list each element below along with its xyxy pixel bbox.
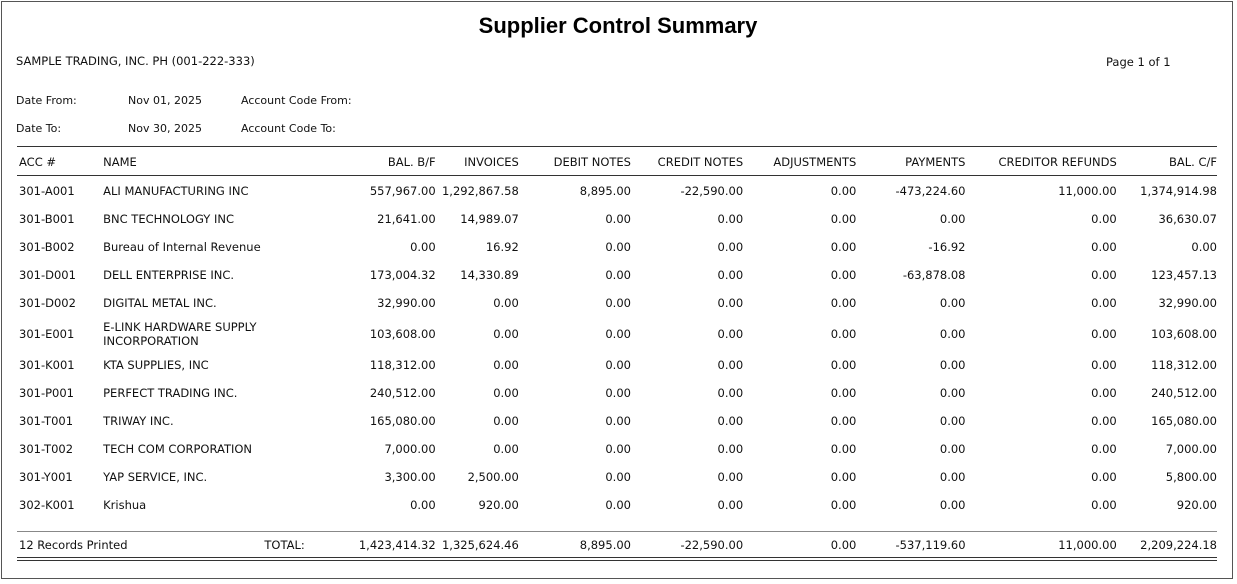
cell-adjustments: 0.00 [830, 327, 857, 341]
cell-debit-notes: 0.00 [605, 470, 631, 484]
cell-bal-bf: 21,641.00 [377, 212, 436, 226]
column-header-payments: PAYMENTS [905, 155, 966, 169]
cell-payments: 0.00 [939, 327, 966, 341]
cell-payments: 0.00 [939, 442, 966, 456]
cell-bal-bf: 165,080.00 [369, 414, 436, 428]
cell-name: PERFECT TRADING INC. [103, 386, 238, 400]
cell-invoices: 0.00 [493, 358, 519, 372]
totals-double-rule-top [17, 557, 1217, 558]
cell-invoices: 14,989.07 [460, 212, 519, 226]
cell-creditor-refunds: 0.00 [1091, 240, 1117, 254]
cell-name: DELL ENTERPRISE INC. [103, 268, 235, 282]
account-code-from-label: Account Code From: [241, 94, 352, 107]
cell-acc: 301-D001 [19, 268, 76, 282]
cell-adjustments: 0.00 [830, 442, 857, 456]
cell-bal-cf: 36,630.07 [1158, 212, 1217, 226]
cell-bal-bf: 557,967.00 [369, 184, 436, 198]
cell-credit-notes: 0.00 [717, 386, 744, 400]
column-header-debit-notes: DEBIT NOTES [553, 155, 631, 169]
cell-payments: 0.00 [939, 386, 966, 400]
cell-name: ALI MANUFACTURING INC [103, 184, 249, 198]
column-header-row [17, 151, 1219, 173]
cell-acc: 301-T001 [19, 414, 74, 428]
totals-row [17, 534, 1219, 556]
cell-bal-cf: 7,000.00 [1165, 442, 1217, 456]
cell-bal-cf: 5,800.00 [1165, 470, 1217, 484]
cell-creditor-refunds: 0.00 [1091, 386, 1117, 400]
cell-invoices: 0.00 [493, 442, 519, 456]
header-bottom-rule [17, 175, 1217, 176]
cell-credit-notes: 0.00 [717, 358, 744, 372]
cell-adjustments: 0.00 [830, 470, 857, 484]
report-page [1, 1, 1233, 579]
cell-debit-notes: 8,895.00 [579, 184, 631, 198]
column-header-credit-notes: CREDIT NOTES [657, 155, 744, 169]
cell-adjustments: 0.00 [830, 386, 857, 400]
total-credit-notes: -22,590.00 [680, 538, 744, 552]
column-header-adjustments: ADJUSTMENTS [773, 155, 857, 169]
table-row [17, 491, 1219, 519]
cell-invoices: 0.00 [493, 414, 519, 428]
cell-payments: -473,224.60 [895, 184, 966, 198]
cell-creditor-refunds: 0.00 [1091, 358, 1117, 372]
cell-credit-notes: 0.00 [717, 240, 744, 254]
cell-debit-notes: 0.00 [605, 327, 631, 341]
cell-adjustments: 0.00 [830, 296, 857, 310]
cell-invoices: 920.00 [478, 498, 519, 512]
total-adjustments: 0.00 [830, 538, 857, 552]
cell-credit-notes: -22,590.00 [680, 184, 744, 198]
cell-debit-notes: 0.00 [605, 386, 631, 400]
cell-adjustments: 0.00 [830, 358, 857, 372]
cell-debit-notes: 0.00 [605, 442, 631, 456]
records-printed: 12 Records Printed [19, 538, 128, 552]
total-bal-cf: 2,209,224.18 [1140, 538, 1217, 552]
cell-debit-notes: 0.00 [605, 414, 631, 428]
column-header-name: NAME [103, 155, 137, 169]
cell-bal-bf: 0.00 [410, 498, 436, 512]
column-header-invoices: INVOICES [464, 155, 519, 169]
date-to-label: Date To: [16, 122, 62, 135]
cell-name: YAP SERVICE, INC. [103, 470, 208, 484]
cell-invoices: 0.00 [493, 386, 519, 400]
cell-creditor-refunds: 0.00 [1091, 327, 1117, 341]
cell-adjustments: 0.00 [830, 498, 857, 512]
total-bal-bf: 1,423,414.32 [358, 538, 436, 552]
table-row [17, 317, 1219, 351]
cell-debit-notes: 0.00 [605, 268, 631, 282]
cell-adjustments: 0.00 [830, 212, 857, 226]
total-debit-notes: 8,895.00 [579, 538, 631, 552]
cell-creditor-refunds: 0.00 [1091, 268, 1117, 282]
cell-invoices: 2,500.00 [467, 470, 519, 484]
cell-bal-cf: 103,608.00 [1151, 327, 1217, 341]
cell-bal-bf: 32,990.00 [377, 296, 436, 310]
column-header-bal-bf: BAL. B/F [387, 155, 436, 169]
cell-creditor-refunds: 11,000.00 [1058, 184, 1117, 198]
cell-creditor-refunds: 0.00 [1091, 414, 1117, 428]
company-name: SAMPLE TRADING, INC. PH (001-222-333) [16, 54, 255, 68]
cell-payments: -63,878.08 [902, 268, 966, 282]
cell-acc: 301-E001 [19, 327, 75, 341]
table-row [17, 177, 1219, 205]
cell-creditor-refunds: 0.00 [1091, 212, 1117, 226]
cell-acc: 301-K001 [19, 358, 75, 372]
cell-name: TRIWAY INC. [103, 414, 174, 428]
table-row [17, 205, 1219, 233]
cell-invoices: 14,330.89 [460, 268, 519, 282]
cell-invoices: 1,292,867.58 [441, 184, 519, 198]
cell-bal-cf: 240,512.00 [1151, 386, 1217, 400]
table-row [17, 407, 1219, 435]
cell-acc: 302-K001 [19, 498, 75, 512]
cell-credit-notes: 0.00 [717, 498, 744, 512]
cell-payments: 0.00 [939, 212, 966, 226]
cell-name: KTA SUPPLIES, INC [103, 358, 209, 372]
cell-creditor-refunds: 0.00 [1091, 470, 1117, 484]
cell-adjustments: 0.00 [830, 184, 857, 198]
cell-payments: 0.00 [939, 414, 966, 428]
date-from-label: Date From: [16, 94, 77, 107]
cell-credit-notes: 0.00 [717, 414, 744, 428]
cell-name: E-LINK HARDWARE SUPPLY INCORPORATION [103, 320, 257, 348]
cell-payments: 0.00 [939, 296, 966, 310]
cell-debit-notes: 0.00 [605, 358, 631, 372]
cell-acc: 301-D002 [19, 296, 76, 310]
cell-creditor-refunds: 0.00 [1091, 296, 1117, 310]
cell-bal-cf: 0.00 [1191, 240, 1217, 254]
cell-creditor-refunds: 0.00 [1091, 498, 1117, 512]
column-header-bal-cf: BAL. C/F [1169, 155, 1217, 169]
cell-bal-bf: 173,004.32 [369, 268, 436, 282]
totals-top-rule [17, 531, 1217, 532]
supplier-table [17, 177, 1219, 519]
cell-invoices: 0.00 [493, 327, 519, 341]
table-row [17, 289, 1219, 317]
cell-bal-cf: 920.00 [1176, 498, 1217, 512]
cell-debit-notes: 0.00 [605, 240, 631, 254]
cell-adjustments: 0.00 [830, 268, 857, 282]
cell-bal-bf: 0.00 [410, 240, 436, 254]
total-invoices: 1,325,624.46 [441, 538, 519, 552]
cell-bal-cf: 32,990.00 [1158, 296, 1217, 310]
cell-debit-notes: 0.00 [605, 212, 631, 226]
cell-credit-notes: 0.00 [717, 212, 744, 226]
cell-bal-bf: 118,312.00 [369, 358, 436, 372]
cell-acc: 301-Y001 [19, 470, 73, 484]
table-row [17, 233, 1219, 261]
cell-bal-bf: 3,300.00 [384, 470, 436, 484]
report-title: Supplier Control Summary [478, 13, 758, 38]
cell-acc: 301-P001 [19, 386, 74, 400]
cell-bal-bf: 103,608.00 [369, 327, 436, 341]
cell-credit-notes: 0.00 [717, 268, 744, 282]
cell-name: Bureau of Internal Revenue [103, 240, 261, 254]
table-row [17, 463, 1219, 491]
cell-name: BNC TECHNOLOGY INC [103, 212, 235, 226]
total-label: TOTAL: [264, 538, 305, 552]
cell-credit-notes: 0.00 [717, 442, 744, 456]
cell-bal-bf: 7,000.00 [384, 442, 436, 456]
date-to-value: Nov 30, 2025 [128, 122, 202, 135]
cell-acc: 301-B002 [19, 240, 75, 254]
column-header-acc: ACC # [19, 155, 57, 169]
cell-bal-bf: 240,512.00 [369, 386, 436, 400]
cell-creditor-refunds: 0.00 [1091, 442, 1117, 456]
cell-invoices: 0.00 [493, 296, 519, 310]
cell-bal-cf: 118,312.00 [1151, 358, 1217, 372]
cell-credit-notes: 0.00 [717, 296, 744, 310]
cell-debit-notes: 0.00 [605, 498, 631, 512]
cell-adjustments: 0.00 [830, 240, 857, 254]
table-row [17, 261, 1219, 289]
table-row [17, 379, 1219, 407]
cell-acc: 301-A001 [19, 184, 75, 198]
table-row [17, 435, 1219, 463]
header-top-rule [17, 146, 1217, 147]
total-payments: -537,119.60 [895, 538, 966, 552]
cell-acc: 301-T002 [19, 442, 74, 456]
date-from-value: Nov 01, 2025 [128, 94, 202, 107]
page-number: Page 1 of 1 [1106, 55, 1171, 69]
cell-bal-cf: 1,374,914.98 [1140, 184, 1217, 198]
total-creditor-refunds: 11,000.00 [1058, 538, 1117, 552]
cell-bal-cf: 165,080.00 [1151, 414, 1217, 428]
cell-payments: 0.00 [939, 358, 966, 372]
cell-adjustments: 0.00 [830, 414, 857, 428]
cell-payments: -16.92 [928, 240, 966, 254]
totals-double-rule-bottom [17, 560, 1217, 561]
cell-name: TECH COM CORPORATION [103, 442, 253, 456]
column-header-creditor-refunds: CREDITOR REFUNDS [998, 155, 1117, 169]
cell-name: Krishua [103, 498, 147, 512]
account-code-to-label: Account Code To: [241, 122, 336, 135]
cell-acc: 301-B001 [19, 212, 75, 226]
cell-bal-cf: 123,457.13 [1151, 268, 1217, 282]
cell-credit-notes: 0.00 [717, 470, 744, 484]
cell-name: DIGITAL METAL INC. [103, 296, 217, 310]
cell-payments: 0.00 [939, 470, 966, 484]
cell-invoices: 16.92 [485, 240, 519, 254]
cell-payments: 0.00 [939, 498, 966, 512]
cell-debit-notes: 0.00 [605, 296, 631, 310]
cell-credit-notes: 0.00 [717, 327, 744, 341]
table-row [17, 351, 1219, 379]
